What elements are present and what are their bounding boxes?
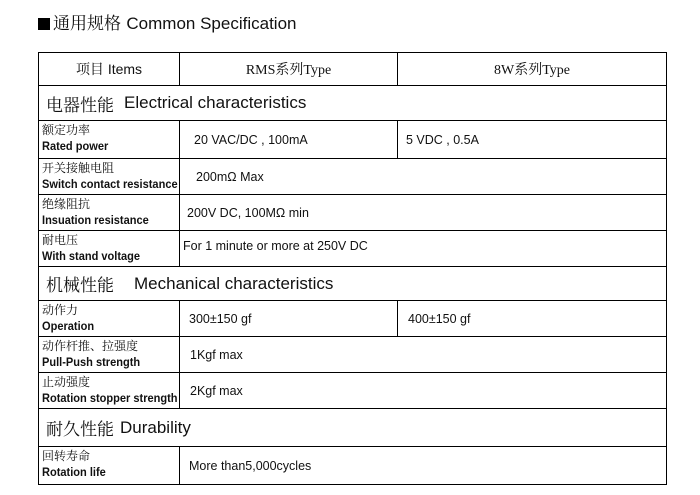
8w-value: 400±150 gf [397,301,666,336]
shared-value: 2Kgf max [179,373,666,408]
row-label [39,373,179,408]
row-label [39,195,179,230]
row-label-zh: 开关接触电阻 [42,161,115,175]
table-header-row [39,53,666,86]
table-row [39,231,666,267]
row-label-en: Insuation resistance [42,213,149,227]
shared-value: For 1 minute or more at 250V DC [179,231,666,266]
shared-value: 1Kgf max [179,337,666,372]
section-electrical [39,86,666,121]
rms-value: 20 VAC/DC , 100mA [179,121,397,158]
row-label [39,121,179,158]
row-label [39,337,179,372]
title-en: Common Specification [126,14,297,33]
shared-value: More than5,000cycles [179,447,666,484]
row-label-zh: 额定功率 [42,123,91,137]
row-label [39,159,179,194]
row-label [39,231,179,266]
row-label-zh: 绝缘阻抗 [42,197,91,211]
row-label-en: Rotation life [42,465,106,479]
row-label-zh: 耐电压 [42,233,79,247]
shared-value: 200V DC, 100MΩ min [179,195,666,230]
row-label-en: Operation [42,319,95,333]
8w-value: 5 VDC , 0.5A [397,121,666,158]
row-label [39,301,179,336]
table-row [39,159,666,195]
table-row [39,373,666,409]
rms-value: 300±150 gf [179,301,397,336]
black-square-icon [38,18,50,30]
row-label [39,447,179,484]
specification-table [38,52,667,485]
table-row [39,301,666,337]
table-row [39,447,666,484]
table-row [39,337,666,373]
row-label-en: With stand voltage [42,249,141,263]
row-label-zh: 动作杆推、拉强度 [42,339,139,353]
row-label-en: Rated power [42,139,109,153]
header-rms-type: RMS系列Type [179,53,397,85]
row-label-zh: 止动强度 [42,375,91,389]
header-8w-type: 8W系列Type [397,53,666,85]
section-mechanical [39,267,666,301]
row-label-en: Switch contact resistance [42,177,178,191]
section-durability [39,409,666,447]
row-label-zh: 动作力 [42,303,79,317]
section-electrical-en: Electrical characteristics [124,93,307,112]
header-items: 项目 Items [75,61,143,77]
section-mechanical-en: Mechanical characteristics [134,273,334,293]
title-zh: 通用规格 [53,14,121,34]
shared-value: 200mΩ Max [179,159,666,194]
page-title [38,12,296,36]
row-label-en: Rotation stopper strength [42,391,178,405]
section-durability-zh: 耐久性能 [46,420,114,440]
row-label-zh: 回转寿命 [42,449,91,463]
section-mechanical-zh: 机械性能 [46,276,114,296]
table-row [39,121,666,159]
section-durability-en: Durability [120,417,191,437]
table-row [39,195,666,231]
row-label-en: Pull-Push strength [42,355,141,369]
section-electrical-zh: 电器性能 [46,95,114,116]
